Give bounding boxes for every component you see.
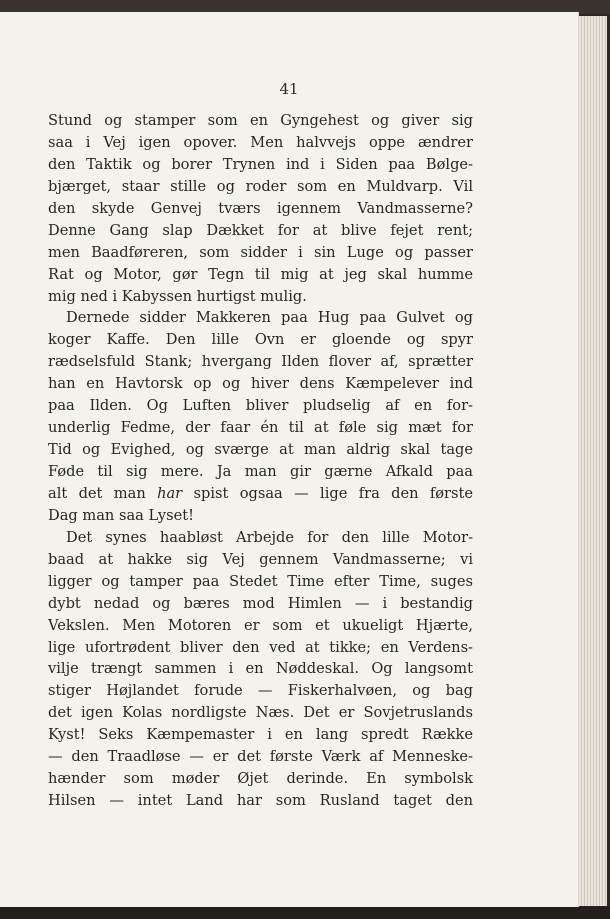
paragraph-first-line: Det synes haabløst Arbejde for den lille Motor-: [66, 528, 473, 546]
page-number: 41: [279, 80, 299, 98]
text-line: vilje trængt sammen i en Nøddeskal. Og langsomt: [48, 660, 473, 678]
text-line: Vekslen. Men Motoren er som et ukueligt Hjærte,: [48, 616, 473, 634]
text-line: det igen Kolas nordligste Næs. Det er Sovjetruslands: [48, 704, 473, 722]
text-line: lige ufortrødent bliver den ved at tikke; en Verdens-: [48, 638, 473, 656]
text-line: ligger og tamper paa Stedet Time efter Time, suges: [48, 572, 473, 590]
text-line: Føde til sig mere. Ja man gir gærne Afkald paa: [48, 463, 473, 480]
text-line: hænder som møder Øjet derinde. En symbolsk: [48, 770, 473, 788]
text-line: paa Ilden. Og Luften bliver pludselig af en for-: [48, 397, 473, 415]
text-line: den skyde Genvej tværs igennem Vandmasserne?: [48, 199, 473, 217]
book-page-edges: [578, 16, 607, 906]
text-segment: spist ogsaa — lige fra den første: [193, 484, 473, 502]
text-line: rædselsfuld Stank; hvergang Ilden flover af, sprætter: [48, 353, 473, 371]
text-segment: alt det man: [48, 484, 146, 502]
text-line: mig ned i Kabyssen hurtigst mulig.: [48, 287, 307, 305]
text-line: Stund og stamper som en Gyngehest og giver sig: [48, 112, 473, 129]
text-line: Rat og Motor, gør Tegn til mig at jeg skal humme: [48, 265, 473, 283]
text-line: koger Kaffe. Den lille Ovn er gloende og spyr: [48, 331, 473, 349]
text-line: den Taktik og borer Trynen ind i Siden paa Bølge-: [48, 155, 473, 173]
text-line: underlig Fedme, der faar én til at føle sig mæt for: [48, 419, 473, 437]
book-page: [0, 12, 579, 908]
text-line: bjærget, staar stille og roder som en Muldvarp. Vil: [48, 177, 473, 195]
text-line: dybt nedad og bæres mod Himlen — i bestandig: [48, 594, 473, 612]
text-line: men Baadføreren, som sidder i sin Luge og passer: [48, 243, 473, 261]
text-line: Kyst! Seks Kæmpemaster i en lang spredt Række: [48, 726, 473, 744]
text-line: — den Traadløse — er det første Værk af Menneske-: [48, 748, 473, 766]
text-line: baad at hakke sig Vej gennem Vandmasserne; vi: [48, 550, 473, 568]
paragraph-first-line: Dernede sidder Makkeren paa Hug paa Gulvet og: [66, 309, 473, 327]
text-line: [48, 483, 473, 505]
text-line: Hilsen — intet Land har som Rusland taget den: [48, 792, 473, 810]
scan-bottom-border: [0, 907, 610, 919]
text-line: han en Havtorsk op og hiver dens Kæmpelever ind: [48, 375, 473, 393]
text-line: Denne Gang slap Dækket for at blive fejet rent;: [48, 221, 473, 239]
body-text: [48, 110, 473, 812]
text-line: saa i Vej igen opover. Men halvvejs oppe ændrer: [48, 133, 473, 151]
text-line: Tid og Evighed, og sværge at man aldrig skal tage: [48, 441, 473, 459]
text-line: stiger Højlandet forude — Fiskerhalvøen, og bag: [48, 682, 473, 700]
text-line: Dag man saa Lyset!: [48, 506, 195, 524]
italic-word: har: [157, 484, 183, 502]
